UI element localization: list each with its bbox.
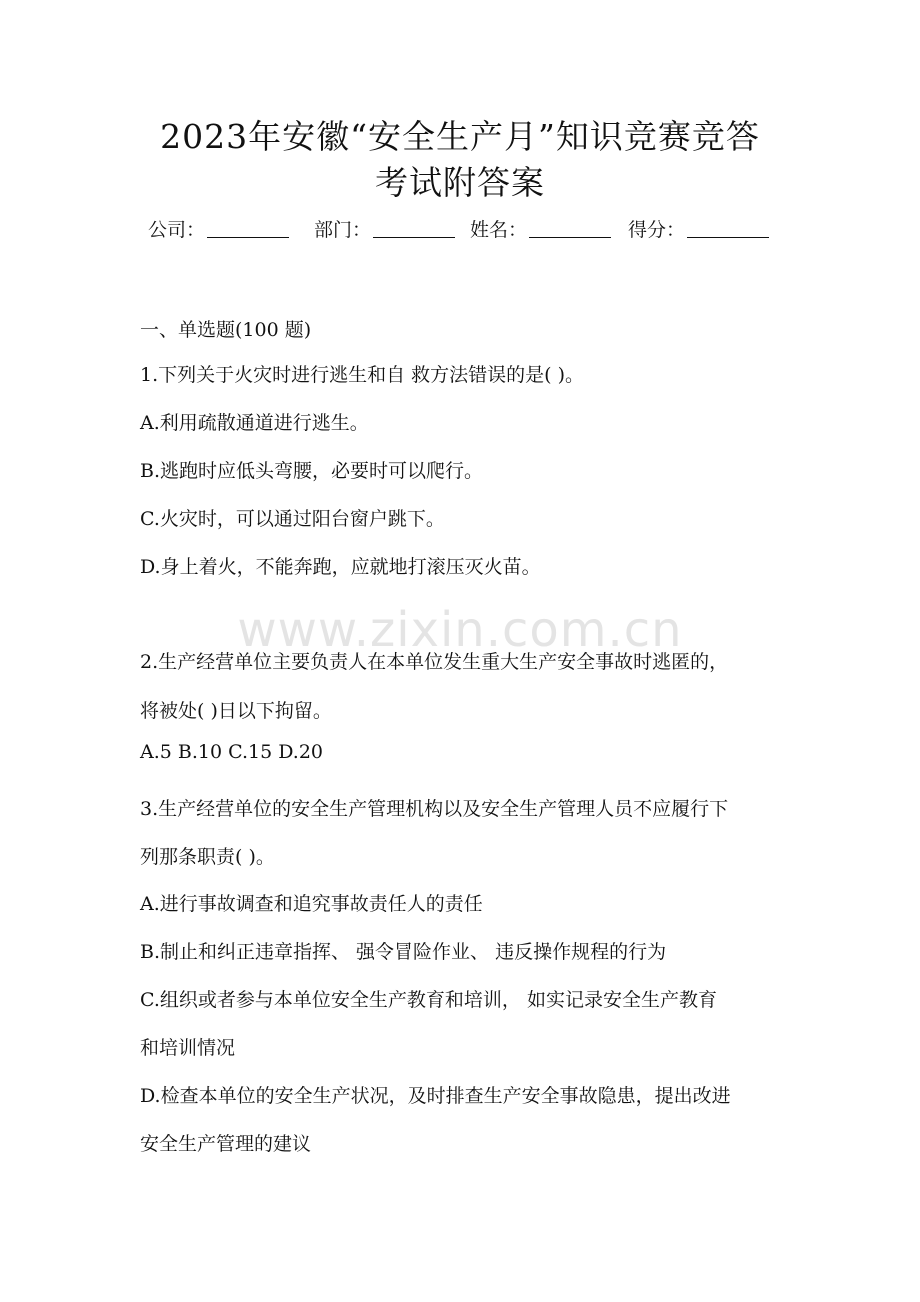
question-3-option-d-line-1: D.检查本单位的安全生产状况，及时排查生产安全事故隐患，提出改进	[140, 1085, 731, 1107]
question-3-option-c-line-1: C.组织或者参与本单位安全生产教育和培训， 如实记录安全生产教育	[140, 989, 717, 1011]
company-blank[interactable]	[207, 217, 289, 238]
question-1-option-a: A.利用疏散通道进行逃生。	[140, 412, 369, 434]
department-field[interactable]	[314, 214, 455, 246]
question-3-option-a: A.进行事故调查和追究事故责任人的责任	[140, 893, 483, 915]
name-blank[interactable]	[529, 217, 611, 238]
company-label: 公司：	[148, 219, 206, 241]
question-1-option-c: C.火灾时，可以通过阳台窗户跳下。	[140, 508, 445, 530]
question-3-option-c-line-2: 和培训情况	[140, 1037, 236, 1059]
question-2-stem-line-1: 2.生产经营单位主要负责人在本单位发生重大生产安全事故时逃匿的，	[140, 651, 729, 673]
question-3-option-d-line-2: 安全生产管理的建议	[140, 1133, 312, 1155]
question-3-option-b: B.制止和纠正违章指挥、 强令冒险作业、 违反操作规程的行为	[140, 941, 667, 963]
section-heading: 一、单选题(100 题)	[140, 319, 312, 341]
candidate-info-row	[148, 214, 788, 246]
question-1-option-d: D.身上着火，不能奔跑，应就地打滚压灭火苗。	[140, 556, 541, 578]
question-2-options: A.5 B.10 C.15 D.20	[140, 741, 323, 763]
name-label: 姓名：	[470, 219, 528, 241]
company-field[interactable]	[148, 214, 289, 246]
department-blank[interactable]	[373, 217, 455, 238]
site-watermark: www.zixin.com.cn	[237, 602, 683, 658]
name-field[interactable]	[470, 214, 611, 246]
question-1-option-b: B.逃跑时应低头弯腰，必要时可以爬行。	[140, 460, 484, 482]
exam-title-line-2: 考试附答案	[375, 163, 545, 202]
score-label: 得分：	[628, 219, 686, 241]
question-3-stem-line-1: 3.生产经营单位的安全生产管理机构以及安全生产管理人员不应履行下	[140, 798, 729, 820]
score-blank[interactable]	[687, 217, 769, 238]
score-field[interactable]	[628, 214, 769, 246]
question-2-stem-line-2: 将被处( )日以下拘留。	[140, 700, 332, 722]
department-label: 部门：	[314, 219, 372, 241]
exam-title-line-1: 2023年安徽“安全生产月”知识竞赛竞答	[160, 117, 760, 156]
question-3-stem-line-2: 列那条职责( )。	[140, 846, 275, 868]
question-1-stem: 1.下列关于火灾时进行逃生和自 救方法错误的是( )。	[140, 364, 585, 386]
